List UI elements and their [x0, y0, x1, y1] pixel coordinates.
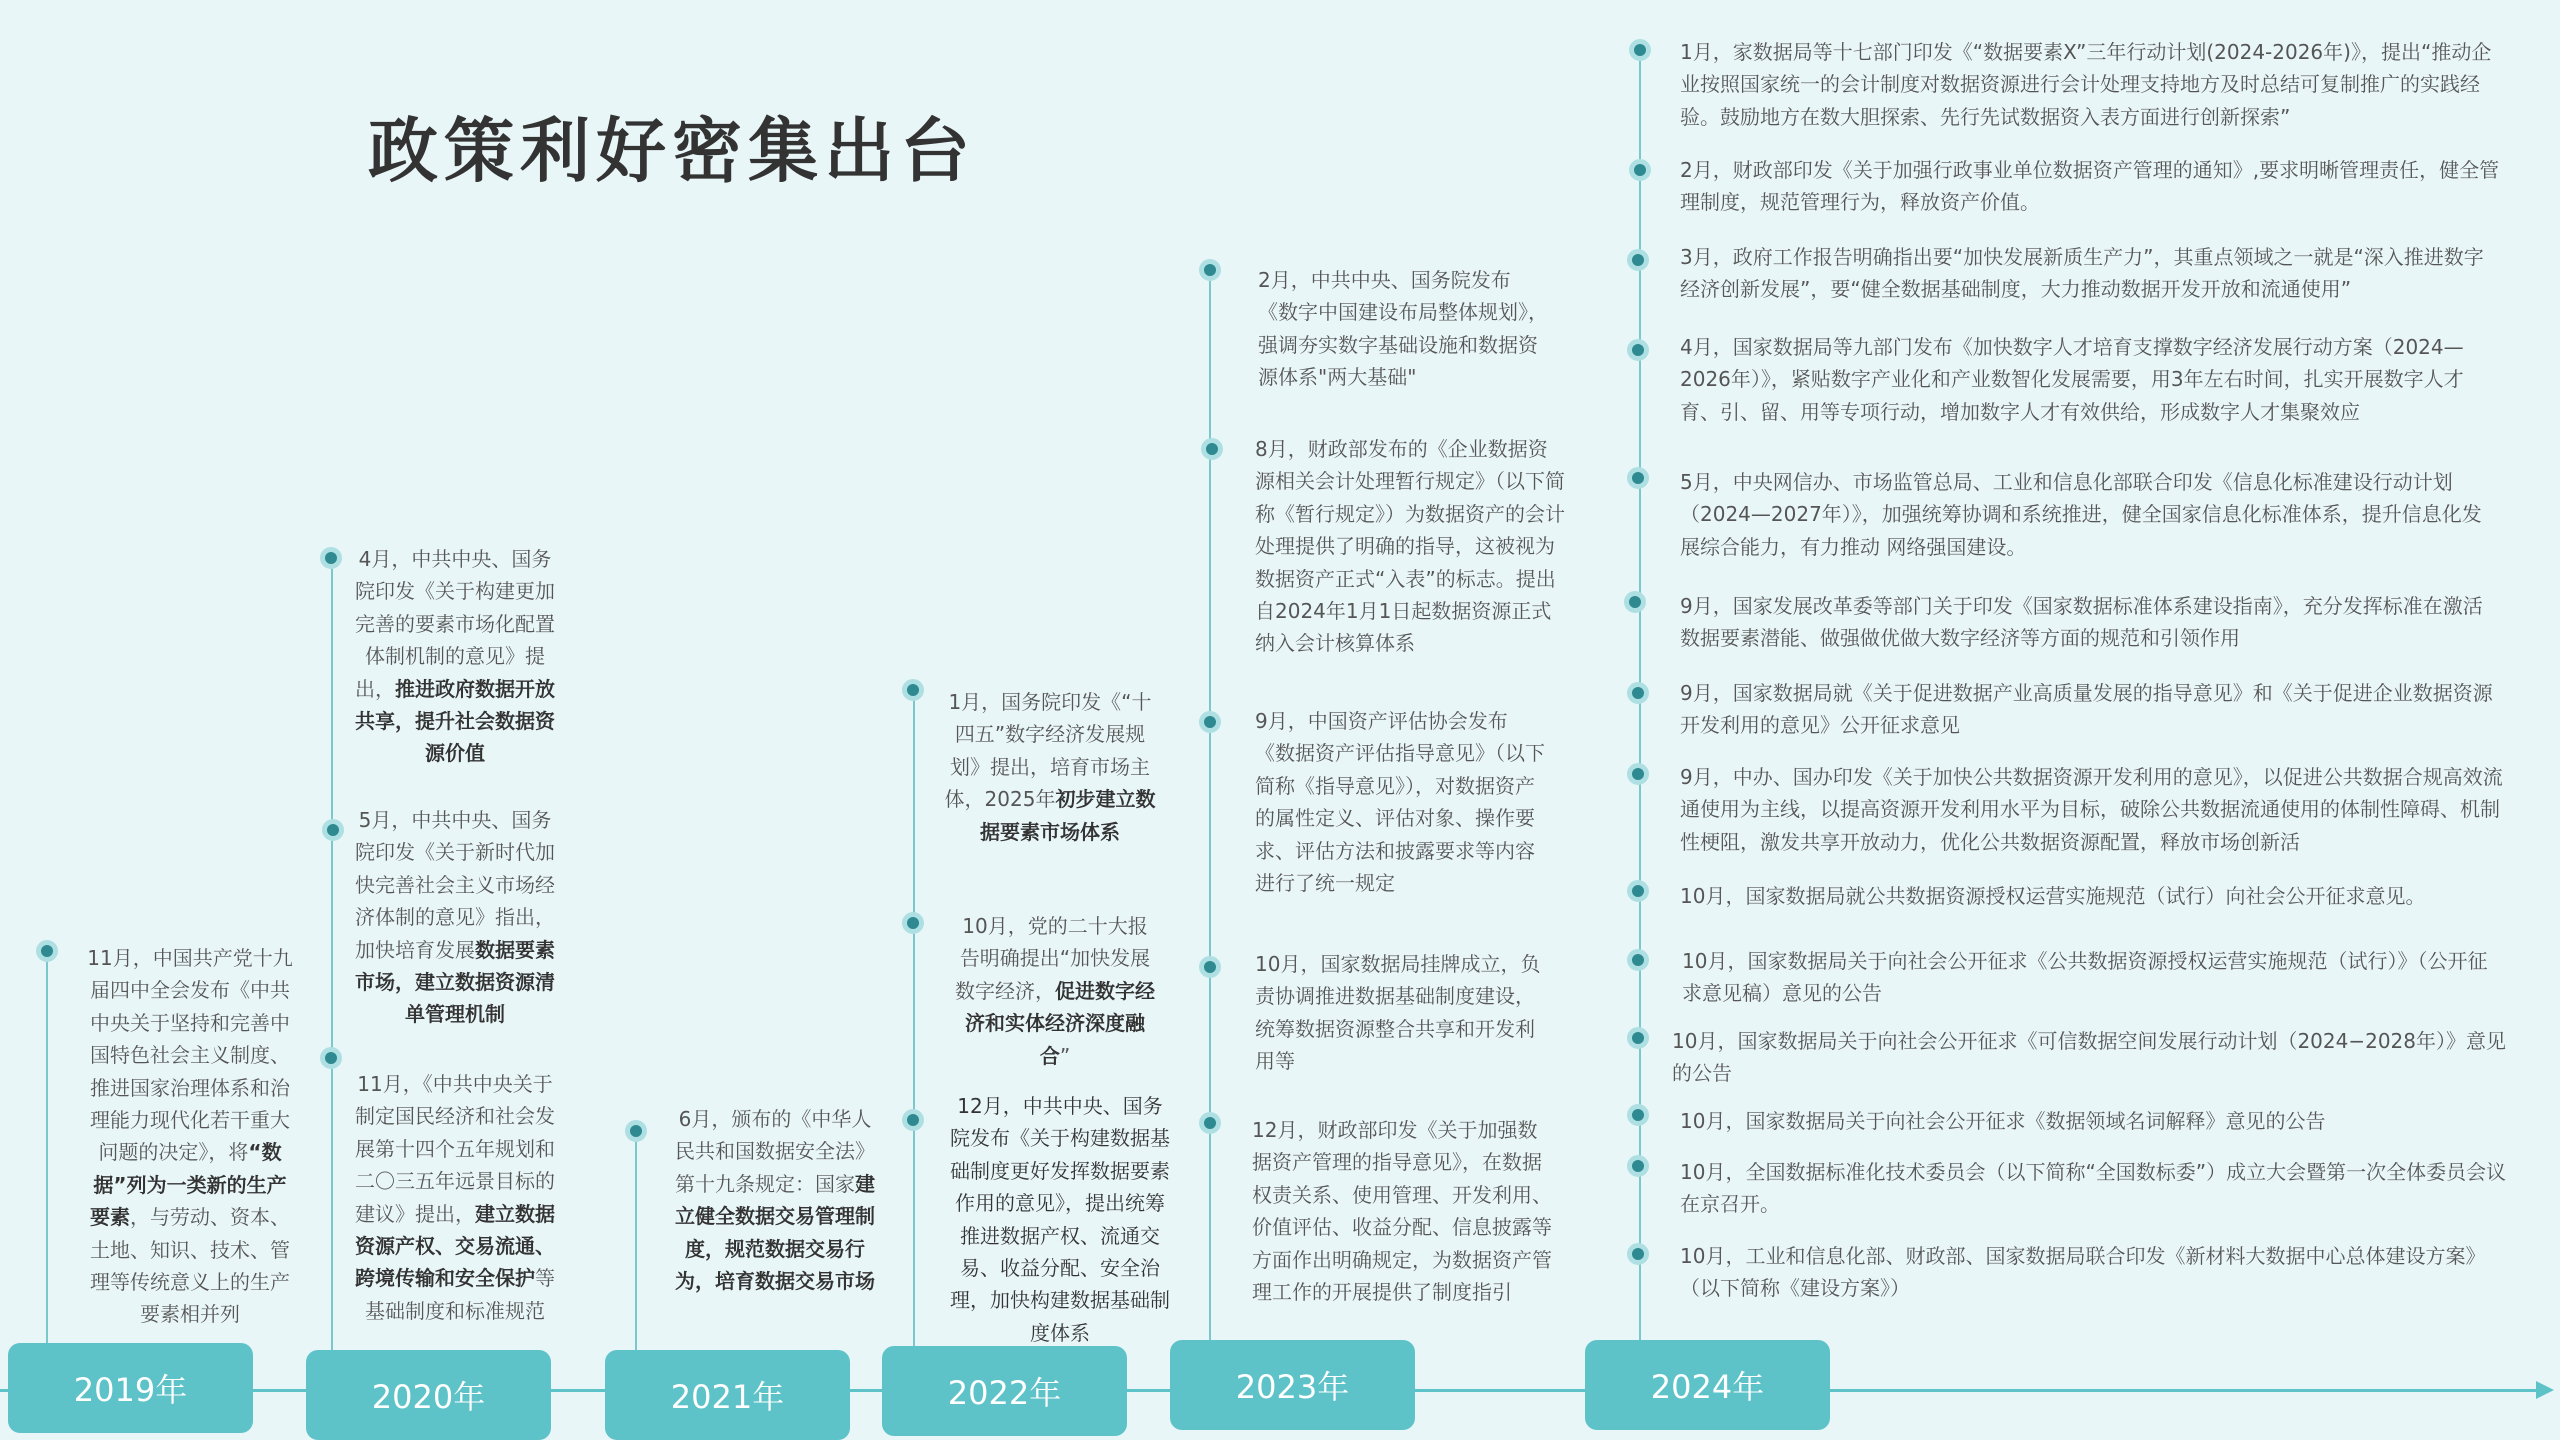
event-2024-apr: 4月，国家数据局等九部门发布《加快数字人才培育支撑数字经济发展行动方案（2024—2026年）》，紧贴数字产业化和产业数智化发展需要，用3年左右时间，扎实开展数字人才育、引、留、用等专项行动，增加数字人才有效供给，形成数字人才集聚效应 [1680, 335, 2464, 424]
event-2024-oct-1: 10月，国家数据局就公共数据资源授权运营实施规范（试行）向社会公开征求意见。 [1680, 884, 2426, 908]
event-2024-jan: 1月，家数据局等十七部门印发《“数据要素X”三年行动计划(2024-2026年)》，提出“推动企业按照国家统一的会计制度对数据资源进行会计处理支持地方及时总结可复制推广的实践经验。鼓励地方在数大胆探索、先行先试数据资入表方面进行创新探索” [1680, 40, 2492, 129]
event-2024-sep-1: 9月，国家发展改革委等部门关于印发《国家数据标准体系建设指南》，充分发挥标准在激活数据要素潜能、做强做优做大数字经济等方面的规范和引领作用 [1680, 594, 2483, 651]
timeline-line-2019 [46, 950, 48, 1350]
timeline-dot [1629, 159, 1651, 181]
timeline-dot [1627, 249, 1649, 271]
timeline-dot [1201, 438, 1223, 460]
year-badge-2021[interactable]: 2021年 [605, 1350, 850, 1440]
timeline-dot [1627, 1243, 1649, 1265]
timeline-dot [1199, 711, 1221, 733]
event-2024-mar: 3月，政府工作报告明确指出要“加快发展新质生产力”，其重点领域之一就是“深入推进数字经济创新发展”，要“健全数据基础制度，大力推动数据开发开放和流通使用” [1680, 245, 2484, 302]
timeline-dot [1199, 1112, 1221, 1134]
timeline-dot [1627, 467, 1649, 489]
timeline-dot [1627, 339, 1649, 361]
timeline-dot [1627, 763, 1649, 785]
event-2019-nov: 11月，中国共产党十九届四中全会发布《中共中央关于坚持和完善中国特色社会主义制度、推进国家治理体系和治理能力现代化若干重大问题的决定》，将“数据”列为一类新的生产要素，与劳动、资本、土地、知识、技术、管理等传统意义上的生产要素相并列 [87, 946, 293, 1327]
timeline-dot [36, 940, 58, 962]
event-2023-dec: 12月，财政部印发《关于加强数据资产管理的指导意见》，在数据权责关系、使用管理、开发利用、价值评估、收益分配、信息披露等方面作出明确规定，为数据资产管理工作的开展提供了制度指引 [1252, 1118, 1552, 1304]
year-badge-2019[interactable]: 2019年 [8, 1343, 253, 1433]
event-2024-oct-2: 10月，国家数据局关于向社会公开征求《公共数据资源授权运营实施规范（试行）》（公开征求意见稿）意见的公告 [1682, 949, 2488, 1006]
timeline-dot [322, 819, 344, 841]
event-2024-oct-5: 10月，全国数据标准化技术委员会（以下简称“全国数标委”）成立大会暨第一次全体委员会议在京召开。 [1680, 1160, 2507, 1217]
timeline-line-2022 [913, 680, 915, 1350]
year-badge-2020[interactable]: 2020年 [306, 1350, 551, 1440]
timeline-dot [320, 1047, 342, 1069]
timeline-dot [902, 1109, 924, 1131]
event-2024-feb: 2月，财政部印发《关于加强行政事业单位数据资产管理的通知》,要求明晰管理责任，健全管理制度，规范管理行为，释放资产价值。 [1680, 158, 2500, 215]
event-2023-oct: 10月，国家数据局挂牌成立，负责协调推进数据基础制度建设，统筹数据资源整合共享和开发利用等 [1255, 952, 1541, 1074]
event-2020-apr: 4月，中共中央、国务院印发《关于构建更加完善的要素市场化配置体制机制的意见》提出，推进政府数据开放共享，提升社会数据资源价值 [355, 547, 555, 766]
event-2023-aug: 8月，财政部发布的《企业数据资源相关会计处理暂行规定》（以下简称《暂行规定》）为数据资产的会计处理提供了明确的指导，这被视为数据资产正式“入表”的标志。提出自2024年1月1日起数据资源正式纳入会计核算体系 [1255, 437, 1565, 656]
event-2024-may: 5月，中央网信办、市场监管总局、工业和信息化部联合印发《信息化标准建设行动计划（2024—2027年）》，加强统筹协调和系统推进，健全国家信息化标准体系，提升信息化发展综合能力，有力推动 网络强国建设。 [1680, 470, 2482, 559]
timeline-dot [1627, 949, 1649, 971]
timeline-dot [902, 679, 924, 701]
event-2022-dec: 12月，中共中央、国务院发布《关于构建数据基础制度更好发挥数据要素作用的意见》，提出统筹推进数据产权、流通交易、收益分配、安全治理，加快构建数据基础制度体系 [950, 1094, 1170, 1345]
page-title: 政策利好密集出台 [368, 110, 976, 192]
timeline-dot [1629, 39, 1651, 61]
event-2020-may: 5月，中共中央、国务院印发《关于新时代加快完善社会主义市场经济体制的意见》指出，加快培育发展数据要素市场，建立数据资源清单管理机制 [355, 808, 555, 1027]
year-badge-2023[interactable]: 2023年 [1170, 1340, 1415, 1430]
timeline-line-2021 [635, 1130, 637, 1350]
axis-arrow-icon [2536, 1381, 2554, 1399]
timeline-dot [902, 912, 924, 934]
event-2024-oct-4: 10月，国家数据局关于向社会公开征求《数据领域名词解释》意见的公告 [1680, 1109, 2326, 1133]
event-2024-oct-6: 10月，工业和信息化部、财政部、国家数据局联合印发《新材料大数据中心总体建设方案》（以下简称《建设方案》） [1680, 1244, 2486, 1301]
timeline-dot [1627, 1155, 1649, 1177]
timeline-dot [320, 547, 342, 569]
timeline-dot [1627, 1027, 1649, 1049]
event-2022-oct: 10月，党的二十大报告明确提出“加快发展数字经济，促进数字经济和实体经济深度融合” [955, 914, 1155, 1068]
timeline-dot [1627, 682, 1649, 704]
timeline-dot [625, 1120, 647, 1142]
event-2022-jan: 1月，国务院印发《“十四五”数字经济发展规划》提出，培育市场主体，2025年初步建立数据要素市场体系 [944, 690, 1156, 844]
event-2024-sep-3: 9月，中办、国办印发《关于加快公共数据资源开发利用的意见》，以促进公共数据合规高效流通使用为主线，以提高资源开发利用水平为目标，破除公共数据流通使用的体制性障碍、机制性梗阻，激发共享开放动力，优化公共数据资源配置，释放市场创新活 [1680, 765, 2503, 854]
event-2023-feb: 2月，中共中央、国务院发布《数字中国建设布局整体规划》，强调夯实数字基础设施和数据资源体系"两大基础" [1258, 268, 1548, 390]
timeline-dot [1199, 259, 1221, 281]
year-badge-2022[interactable]: 2022年 [882, 1346, 1127, 1436]
timeline-dot [1627, 1104, 1649, 1126]
timeline-line-2023 [1209, 270, 1211, 1350]
event-2020-nov: 11月，《中共中央关于制定国民经济和社会发展第十四个五年规划和二〇三五年远景目标的建议》提出，建立数据资源产权、交易流通、跨境传输和安全保护等基础制度和标准规范 [355, 1072, 555, 1323]
event-2024-sep-2: 9月，国家数据局就《关于促进数据产业高质量发展的指导意见》和《关于促进企业数据资源开发利用的意见》公开征求意见 [1680, 681, 2493, 738]
event-2021-jun: 6月，颁布的《中华人民共和国数据安全法》第十九条规定：国家建立健全数据交易管理制度，规范数据交易行为，培育数据交易市场 [675, 1107, 875, 1293]
timeline-dot [1199, 956, 1221, 978]
timeline-dot [1624, 591, 1646, 613]
timeline-dot [1627, 880, 1649, 902]
event-2024-oct-3: 10月，国家数据局关于向社会公开征求《可信数据空间发展行动计划（2024−2028年）》意见的公告 [1672, 1029, 2507, 1086]
timeline-line-2020 [331, 550, 333, 1350]
year-badge-2024[interactable]: 2024年 [1585, 1340, 1830, 1430]
event-2023-sep: 9月，中国资产评估协会发布《数据资产评估指导意见》（以下简称《指导意见》），对数据资产的属性定义、评估对象、操作要求、评估方法和披露要求等内容进行了统一规定 [1255, 709, 1545, 895]
